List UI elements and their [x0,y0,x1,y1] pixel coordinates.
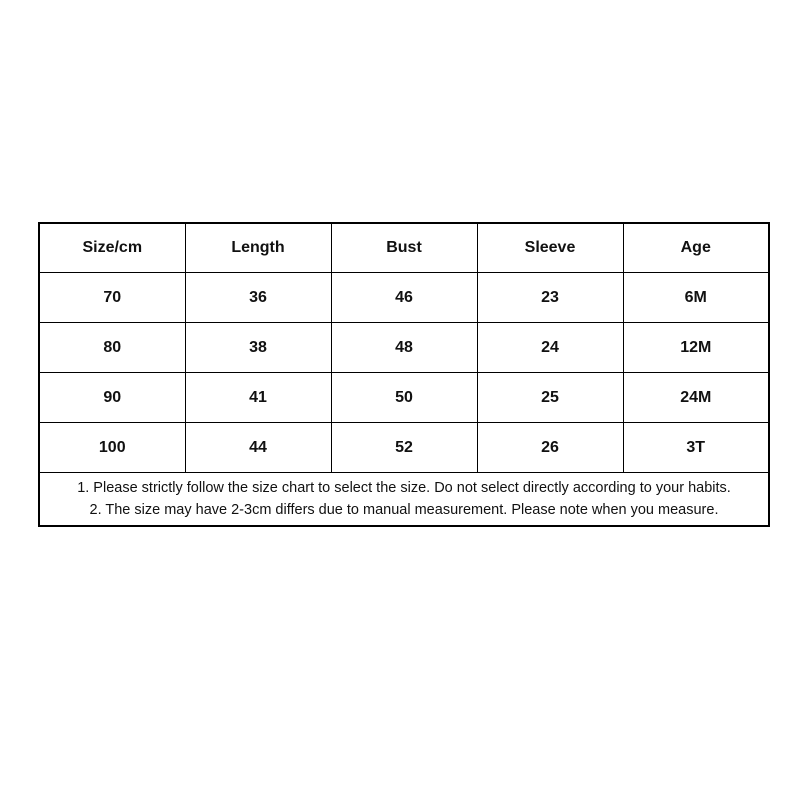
notes-row [39,473,769,527]
cell-size: 90 [39,373,185,423]
header-age: Age [623,223,769,273]
header-size: Size/cm [39,223,185,273]
cell-size: 80 [39,323,185,373]
cell-length: 41 [185,373,331,423]
cell-bust: 48 [331,323,477,373]
size-chart-table [38,222,770,527]
cell-bust: 46 [331,273,477,323]
table-row [39,273,769,323]
cell-age: 12M [623,323,769,373]
note-line-1: 1. Please strictly follow the size chart to select the size. Do not select directly according to your habits. [77,480,731,496]
table-row [39,423,769,473]
table-row [39,373,769,423]
cell-length: 44 [185,423,331,473]
cell-age: 3T [623,423,769,473]
table-row [39,323,769,373]
cell-bust: 52 [331,423,477,473]
cell-bust: 50 [331,373,477,423]
cell-age: 24M [623,373,769,423]
cell-sleeve: 25 [477,373,623,423]
header-length: Length [185,223,331,273]
header-bust: Bust [331,223,477,273]
note-line-2: 2. The size may have 2-3cm differs due to manual measurement. Please note when you measure. [89,502,719,518]
notes-cell [39,473,769,527]
cell-size: 100 [39,423,185,473]
cell-size: 70 [39,273,185,323]
header-row [39,223,769,273]
cell-sleeve: 26 [477,423,623,473]
header-sleeve: Sleeve [477,223,623,273]
cell-sleeve: 24 [477,323,623,373]
cell-length: 36 [185,273,331,323]
cell-sleeve: 23 [477,273,623,323]
cell-length: 38 [185,323,331,373]
cell-age: 6M [623,273,769,323]
